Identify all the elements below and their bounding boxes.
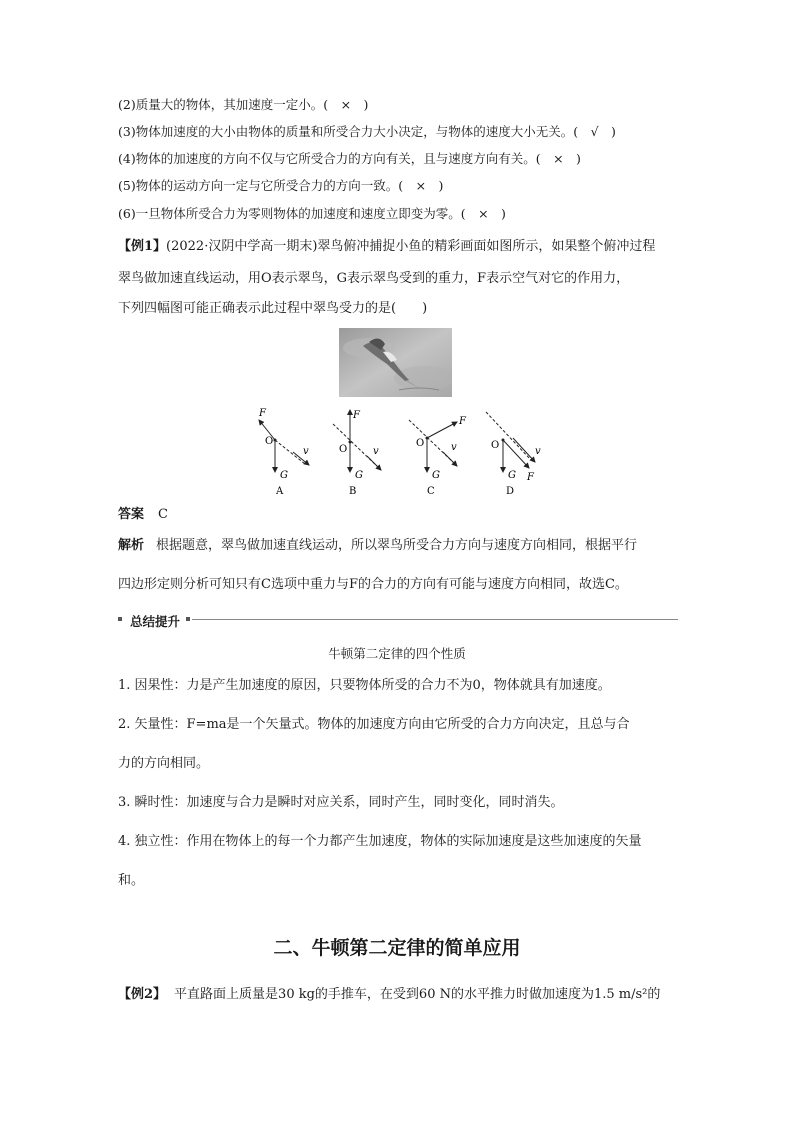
answer-line xyxy=(118,506,168,524)
diagram-d-f: F xyxy=(527,472,534,483)
diagram-c-v: v xyxy=(451,442,457,453)
summary-item-2-cont: 力的方向相同。 xyxy=(118,756,210,771)
example2-line xyxy=(118,986,660,1004)
judgement-5: (5)物体的运动方向一定与它所受合力的方向一致。( × ) xyxy=(118,178,444,193)
diagram-c-f: F xyxy=(459,416,466,427)
diagram-d-v: v xyxy=(535,446,541,457)
answer-label: 答案 xyxy=(118,507,145,522)
judgement-4: (4)物体的加速度的方向不仅与它所受合力的方向有关，且与速度方向有关。( × ) xyxy=(118,151,581,166)
diagram-b-g: G xyxy=(355,470,363,481)
summary-item-1: 1. 因果性：力是产生加速度的原因，只要物体所受的合力不为0，物体就具有加速度。 xyxy=(118,678,611,693)
example1-line2: 翠鸟做加速直线运动，用O表示翠鸟，G表示翠鸟受到的重力，F表示空气对它的作用力， xyxy=(118,271,630,286)
section-title: 二、牛顿第二定律的简单应用 xyxy=(273,937,521,959)
diagram-b-f: F xyxy=(353,410,360,421)
diagram-d-label: D xyxy=(506,486,515,497)
summary-label: 总结提升 xyxy=(130,614,181,629)
answer-value: C xyxy=(158,507,168,522)
diagram-b-label: B xyxy=(349,486,357,497)
summary-item-4: 4. 独立性：作用在物体上的每一个力都产生加速度，物体的实际加速度是这些加速度的矢量 xyxy=(118,834,642,849)
example1-line3: 下列四幅图可能正确表示此过程中翠鸟受力的是( ) xyxy=(118,301,428,316)
analysis-line2: 四边形定则分析可知只有C选项中重力与F的合力的方向有可能与速度方向相同，故选C。 xyxy=(118,577,628,592)
diagram-a-label: A xyxy=(276,486,284,497)
diagram-b xyxy=(333,410,381,497)
summary-item-2: 2. 矢量性：F=ma是一个矢量式。物体的加速度方向由它所受的合力方向决定，且总与合 xyxy=(118,717,630,732)
summary-title: 牛顿第二定律的四个性质 xyxy=(328,646,466,661)
summary-item-4-cont: 和。 xyxy=(118,873,145,888)
diagram-a-g: G xyxy=(280,470,288,481)
summary-item-3: 3. 瞬时性：加速度与合力是瞬时对应关系，同时产生，同时变化，同时消失。 xyxy=(118,795,564,810)
diagram-c-g: G xyxy=(432,470,440,481)
diagram-c-o: O xyxy=(416,438,425,449)
example1-line1 xyxy=(118,238,655,256)
diagram-d-o: O xyxy=(491,440,500,451)
analysis-text1: 根据题意，翠鸟做加速直线运动，所以翠鸟所受合力方向与速度方向相同，根据平行 xyxy=(156,538,638,553)
diagram-a xyxy=(258,408,309,497)
summary-bullet-right xyxy=(186,617,190,621)
judgement-3: (3)物体加速度的大小由物体的质量和所受合力大小决定，与物体的速度大小无关。( √ ) xyxy=(118,124,616,139)
example1-tag: 【例1】 xyxy=(118,239,167,254)
summary-header xyxy=(118,612,678,628)
example2-text: 平直路面上质量是30 kg的手推车，在受到60 N的水平推力时做加速度为1.5 m/s²的 xyxy=(174,987,661,1002)
diagram-b-v: v xyxy=(373,446,379,457)
analysis-line1 xyxy=(118,537,637,555)
example2-tag: 【例2】 xyxy=(118,987,167,1002)
diagram-a-v: v xyxy=(303,446,309,457)
diagram-a-o: O xyxy=(265,436,274,447)
summary-rule xyxy=(192,619,678,620)
kingfisher-photo xyxy=(339,328,452,397)
diagram-d-g: G xyxy=(508,470,516,481)
judgement-6: (6)一旦物体所受合力为零则物体的加速度和速度立即变为零。( × ) xyxy=(118,206,506,221)
analysis-label: 解析 xyxy=(118,538,145,553)
summary-bullet-left xyxy=(118,617,122,621)
diagram-b-o: O xyxy=(339,444,348,455)
diagram-c-label: C xyxy=(427,486,435,497)
force-diagrams xyxy=(243,402,563,502)
example1-text1: (2022·汉阴中学高一期末)翠鸟俯冲捕捉小鱼的精彩画面如图所示，如果整个俯冲过程 xyxy=(166,239,656,254)
diagram-a-f: F xyxy=(259,408,266,419)
diagram-d xyxy=(486,412,541,497)
judgement-2: (2)质量大的物体，其加速度一定小。( × ) xyxy=(118,97,369,112)
diagram-c xyxy=(409,416,467,497)
